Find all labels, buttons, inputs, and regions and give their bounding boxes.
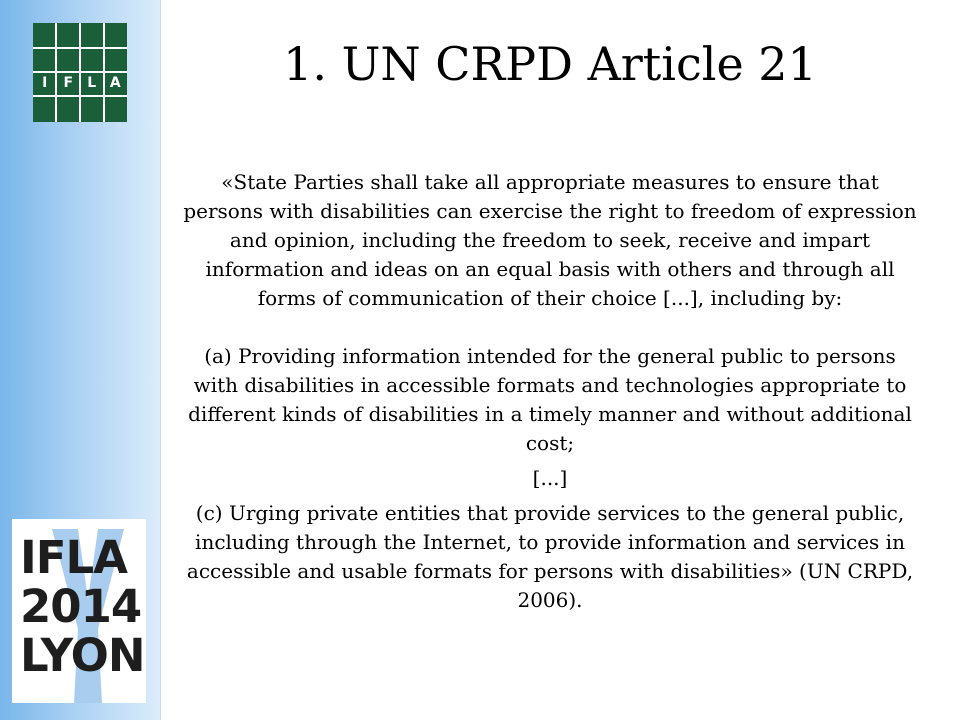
ifla-letter: I xyxy=(42,75,48,91)
ifla-logo-letters xyxy=(33,73,127,93)
sidebar-divider xyxy=(160,0,161,720)
slide-title: 1. UN CRPD Article 21 xyxy=(283,37,817,91)
congress-logo-text xyxy=(20,533,145,680)
article-clause-c: (c) Urging private entities that provide services to the general public, including through the Internet, to provide information and services in accessible and usable formats for persons with disabilities» (UN CRPD, 2006). xyxy=(186,501,914,612)
congress-line: 2014 xyxy=(20,580,142,633)
congress-line: IFLA xyxy=(20,531,127,584)
article-intro-paragraph: «State Parties shall take all appropriate measures to ensure that persons with disabilities can exercise the right to freedom of expression and opinion, including the freedom to seek, receive and impart information and ideas on an equal basis with others and through all forms of communication of their choice [...], including by: xyxy=(183,170,917,310)
ifla-logo xyxy=(33,23,127,122)
ifla-letter: A xyxy=(109,75,121,91)
ifla-letter: L xyxy=(87,75,97,91)
article-clause-a: (a) Providing information intended for the general public to persons with disabilities in accessible formats and technologies appropriate to different kinds of disabilities in a timely manner and without additional cost; xyxy=(188,344,912,455)
slide-body xyxy=(180,168,920,615)
ifla-letter: F xyxy=(63,75,74,91)
ifla-2014-lyon-logo xyxy=(12,519,146,703)
congress-line: LYON xyxy=(20,629,145,682)
article-ellipsis: [...] xyxy=(532,466,568,490)
